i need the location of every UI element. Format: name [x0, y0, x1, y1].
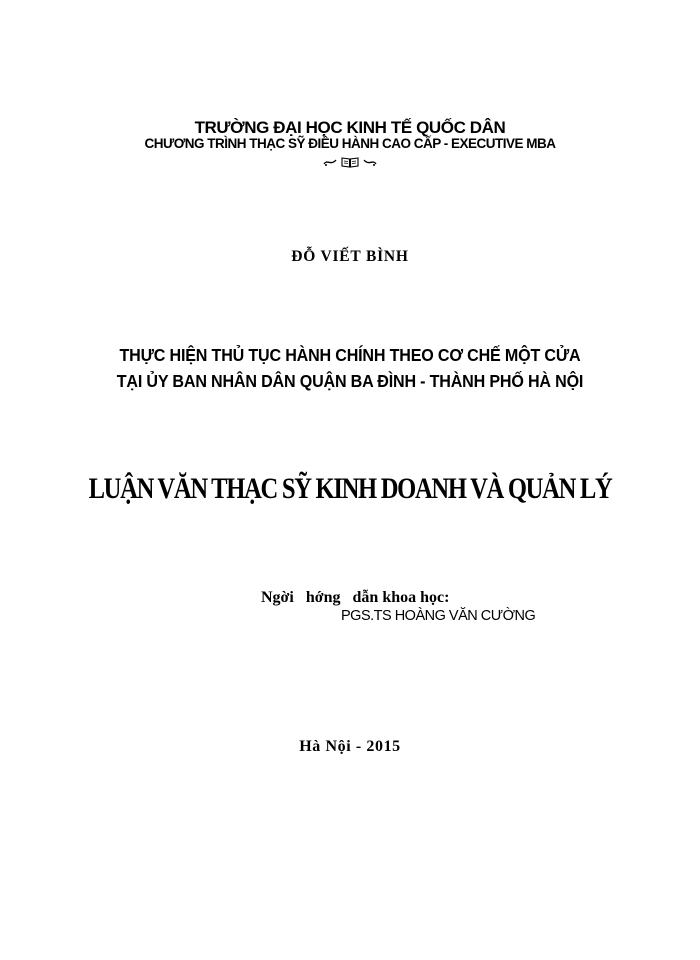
place-date: Hà Nội - 2015	[299, 738, 401, 755]
thesis-title-line-2: TẠI ỦY BAN NHÂN DÂN QUẬN BA ĐÌNH - THÀNH PHỐ HÀ NỘI	[116, 371, 584, 391]
open-book-icon	[341, 156, 359, 168]
right-flourish-icon	[363, 157, 377, 167]
degree-title: LUẬN VĂN THẠC SỸ KINH DOANH VÀ QUẢN LÝ	[88, 472, 612, 505]
advisor-name: PGS.TS HOÀNG VĂN CƯỜNG	[341, 608, 536, 624]
university-name: TRƯỜNG ĐẠI HỌC KINH TẾ QUỐC DÂN	[194, 118, 506, 137]
book-ornament-icon	[0, 155, 700, 169]
author-name: ĐỖ VIẾT BÌNH	[291, 248, 409, 265]
advisor-label: Ngời hớng dẫn khoa học:	[261, 589, 450, 606]
program-name: CHƯƠNG TRÌNH THẠC SỸ ĐIỀU HÀNH CAO CẤP - EXECUTIVE MBA	[144, 136, 556, 151]
thesis-title-line-1: THỰC HIỆN THỦ TỤC HÀNH CHÍNH THEO CƠ CHẾ MỘT CỬA	[119, 345, 581, 365]
left-flourish-icon	[323, 157, 337, 167]
